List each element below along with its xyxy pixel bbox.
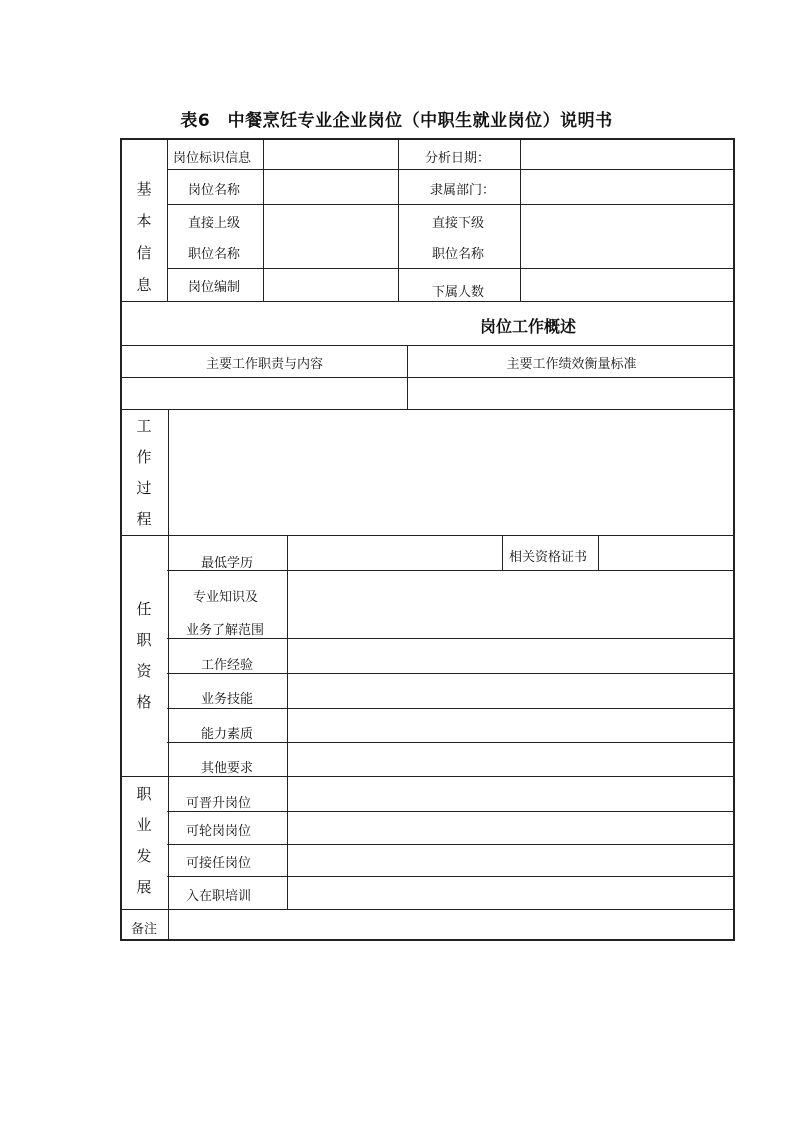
qualification-section-label: 任 职 资 格 <box>136 600 152 711</box>
business-skills-field[interactable] <box>288 674 733 708</box>
knowledge-label: 专业知识及 <box>193 590 259 605</box>
analysis-date-label: 分析日期： <box>425 151 491 166</box>
min-education-field[interactable] <box>288 536 502 570</box>
analysis-date-field[interactable] <box>521 139 733 169</box>
min-education-label: 最低学历 <box>201 556 254 571</box>
department-field[interactable] <box>521 170 733 204</box>
direct-subordinate-title-label: 职位名称 <box>432 247 485 262</box>
document-title: 表6 中餐烹饪专业企业岗位（中职生就业岗位）说明书 <box>180 111 613 131</box>
promotion-field[interactable] <box>288 777 733 811</box>
subordinate-count-field[interactable] <box>521 269 733 301</box>
direct-subordinate-field[interactable] <box>521 205 733 268</box>
post-id-info-label: 岗位标识信息 <box>173 151 252 166</box>
work-process-field[interactable] <box>169 410 733 535</box>
post-name-label: 岗位名称 <box>188 183 241 198</box>
succession-field[interactable] <box>288 845 733 876</box>
direct-superior-title-label: 职位名称 <box>188 247 241 262</box>
department-label: 隶属部门： <box>430 183 496 198</box>
other-requirements-label: 其他要求 <box>201 761 254 776</box>
standards-content-field[interactable] <box>408 378 733 409</box>
knowledge-scope-label: 业务了解范围 <box>186 623 265 638</box>
job-overview-heading: 岗位工作概述 <box>480 317 577 336</box>
post-name-field[interactable] <box>264 170 398 204</box>
duties-header: 主要工作职责与内容 <box>205 357 323 372</box>
related-certificate-field[interactable] <box>599 536 733 570</box>
direct-superior-field[interactable] <box>264 205 398 268</box>
rotation-label: 可轮岗岗位 <box>186 824 252 839</box>
succession-label: 可接任岗位 <box>186 856 252 871</box>
training-field[interactable] <box>288 877 733 909</box>
career-development-section-label: 职 业 发 展 <box>136 785 152 896</box>
competence-field[interactable] <box>288 709 733 742</box>
work-experience-label: 工作经验 <box>201 658 254 673</box>
related-certificate-label: 相关资格证书 <box>509 550 588 565</box>
remarks-field[interactable] <box>169 910 733 939</box>
knowledge-field[interactable] <box>288 571 733 638</box>
standards-header: 主要工作绩效衡量标准 <box>506 357 637 372</box>
basic-info-section-label: 基 本 信 息 <box>136 180 152 294</box>
work-experience-field[interactable] <box>288 639 733 673</box>
post-id-info-field[interactable] <box>264 139 398 169</box>
remarks-label: 备注 <box>131 922 158 937</box>
competence-label: 能力素质 <box>201 727 254 742</box>
other-requirements-field[interactable] <box>288 743 733 776</box>
promotion-label: 可晋升岗位 <box>186 796 252 811</box>
direct-subordinate-label: 直接下级 <box>432 216 485 231</box>
business-skills-label: 业务技能 <box>201 692 254 707</box>
direct-superior-label: 直接上级 <box>188 216 241 231</box>
rotation-field[interactable] <box>288 812 733 844</box>
post-quota-label: 岗位编制 <box>188 280 241 295</box>
post-quota-field[interactable] <box>264 269 398 301</box>
subordinate-count-label: 下属人数 <box>432 285 485 300</box>
duties-content-field[interactable] <box>122 378 407 409</box>
training-label: 入在职培训 <box>186 889 252 904</box>
work-process-section-label: 工 作 过 程 <box>136 417 152 528</box>
